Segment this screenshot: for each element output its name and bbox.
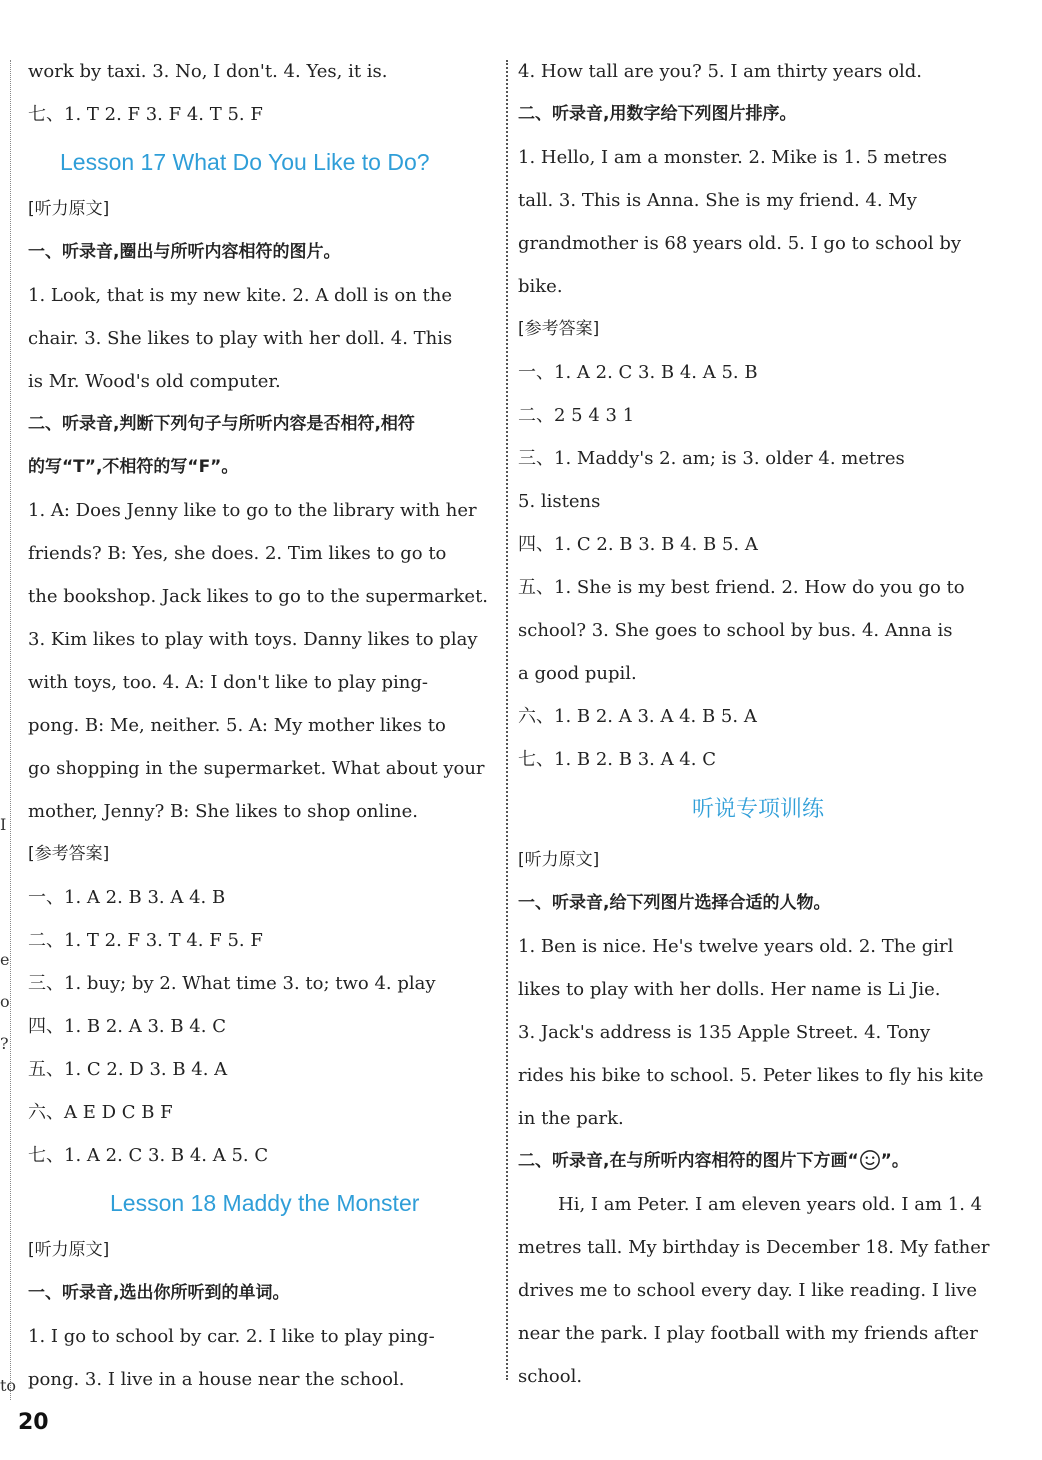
answer-line: 二、1. T 2. F 3. T 4. F 5. F	[28, 930, 263, 951]
edge-text: I	[0, 815, 7, 834]
text-line: metres tall. My birthday is December 18. My father	[518, 1237, 990, 1258]
answer-line: 三、1. buy; by 2. What time 3. to; two 4. play	[28, 973, 436, 994]
section-heading: 的写“T”,不相符的写“F”。	[28, 457, 239, 477]
heading-text: 二、听录音,在与所听内容相符的图片下方画“	[518, 1151, 859, 1171]
answer-line: a good pupil.	[518, 663, 637, 684]
right-column	[518, 50, 998, 1398]
text-line: 1. A: Does Jenny like to go to the library with her	[28, 500, 477, 521]
answer-line: 六、1. B 2. A 3. A 4. B 5. A	[518, 706, 757, 727]
edge-text: o	[0, 992, 10, 1011]
text-line: drives me to school every day. I like reading. I live	[518, 1280, 978, 1301]
text-line: with toys, too. 4. A: I don't like to play ping-	[28, 672, 428, 693]
section-heading: 一、听录音,给下列图片选择合适的人物。	[518, 893, 831, 913]
edge-text: ?	[0, 1034, 9, 1053]
text-line: 1. Look, that is my new kite. 2. A doll is on the	[28, 285, 452, 306]
heading-text: ”。	[880, 1151, 909, 1171]
text-line: 1. Hello, I am a monster. 2. Mike is 1. 5 metres	[518, 147, 948, 168]
text-line: friends? B: Yes, she does. 2. Tim likes to go to	[28, 543, 447, 564]
section-heading: 二、听录音,判断下列句子与所听内容是否相符,相符	[28, 414, 415, 434]
edge-text: to	[0, 1376, 17, 1395]
text-line: Hi, I am Peter. I am eleven years old. I am 1. 4	[558, 1194, 983, 1215]
transcript-tag: [听力原文]	[28, 199, 110, 219]
section-heading	[518, 1140, 998, 1183]
text-line: 1. Ben is nice. He's twelve years old. 2. The girl	[518, 936, 954, 957]
edge-text: e	[0, 950, 10, 969]
text-line: is Mr. Wood's old computer.	[28, 371, 281, 392]
column-divider	[506, 60, 508, 1380]
text-line: grandmother is 68 years old. 5. I go to school by	[518, 233, 962, 254]
text-line: 3. Jack's address is 135 Apple Street. 4. Tony	[518, 1022, 931, 1043]
text-line: work by taxi. 3. No, I don't. 4. Yes, it is.	[28, 61, 388, 82]
answer-line: 三、1. Maddy's 2. am; is 3. older 4. metres	[518, 448, 905, 469]
text-line: 3. Kim likes to play with toys. Danny likes to play	[28, 629, 478, 650]
answer-line: school? 3. She goes to school by bus. 4. Anna is	[518, 620, 953, 641]
text-line: near the park. I play football with my friends after	[518, 1323, 978, 1344]
special-training-title: 听说专项训练	[691, 797, 824, 822]
answer-line: 四、1. B 2. A 3. B 4. C	[28, 1016, 226, 1037]
section-heading: 二、听录音,用数字给下列图片排序。	[518, 104, 797, 124]
answer-line: 一、1. A 2. B 3. A 4. B	[28, 887, 226, 908]
text-line: school.	[518, 1366, 583, 1387]
section-heading: 一、听录音,选出你所听到的单词。	[28, 1283, 290, 1303]
text-line: go shopping in the supermarket. What about your	[28, 758, 485, 779]
text-line: rides his bike to school. 5. Peter likes to fly his kite	[518, 1065, 984, 1086]
smiley-icon	[859, 1149, 881, 1171]
text-line: mother, Jenny? B: She likes to shop online.	[28, 801, 419, 822]
answer-line: 二、2 5 4 3 1	[518, 405, 635, 426]
section-heading: 一、听录音,圈出与所听内容相符的图片。	[28, 242, 341, 262]
page-number: 20	[18, 1410, 49, 1435]
text-line: pong. B: Me, neither. 5. A: My mother likes to	[28, 715, 446, 736]
text-line: chair. 3. She likes to play with her doll. 4. This	[28, 328, 453, 349]
left-margin-dotted-line	[10, 60, 11, 1400]
text-line: 4. How tall are you? 5. I am thirty years old.	[518, 61, 922, 82]
text-line: likes to play with her dolls. Her name is Li Jie.	[518, 979, 941, 1000]
answer-line: 五、1. C 2. D 3. B 4. A	[28, 1059, 228, 1080]
text-line: 1. I go to school by car. 2. I like to play ping-	[28, 1326, 435, 1347]
answer-line: 七、1. A 2. C 3. B 4. A 5. C	[28, 1145, 269, 1166]
lesson-18-title: Lesson 18 Maddy the Monster	[110, 1190, 420, 1216]
answer-line: 5. listens	[518, 491, 601, 512]
transcript-tag: [听力原文]	[28, 1240, 110, 1260]
transcript-tag: [听力原文]	[518, 850, 600, 870]
answers-tag: [参考答案]	[518, 319, 600, 339]
left-column	[28, 50, 498, 1401]
text-line: pong. 3. I live in a house near the school.	[28, 1369, 405, 1390]
text-line: in the park.	[518, 1108, 624, 1129]
lesson-17-title: Lesson 17 What Do You Like to Do?	[60, 149, 430, 175]
text-line: bike.	[518, 276, 563, 297]
answer-line: 六、A E D C B F	[28, 1102, 173, 1123]
answers-tag: [参考答案]	[28, 844, 110, 864]
text-line: the bookshop. Jack likes to go to the supermarket.	[28, 586, 489, 607]
answer-line: 七、1. B 2. B 3. A 4. C	[518, 749, 716, 770]
answer-line: 四、1. C 2. B 3. B 4. B 5. A	[518, 534, 758, 555]
answer-line: 七、1. T 2. F 3. F 4. T 5. F	[28, 104, 263, 125]
answer-line: 一、1. A 2. C 3. B 4. A 5. B	[518, 362, 758, 383]
text-line: tall. 3. This is Anna. She is my friend. 4. My	[518, 190, 917, 211]
answer-line: 五、1. She is my best friend. 2. How do you go to	[518, 577, 965, 598]
